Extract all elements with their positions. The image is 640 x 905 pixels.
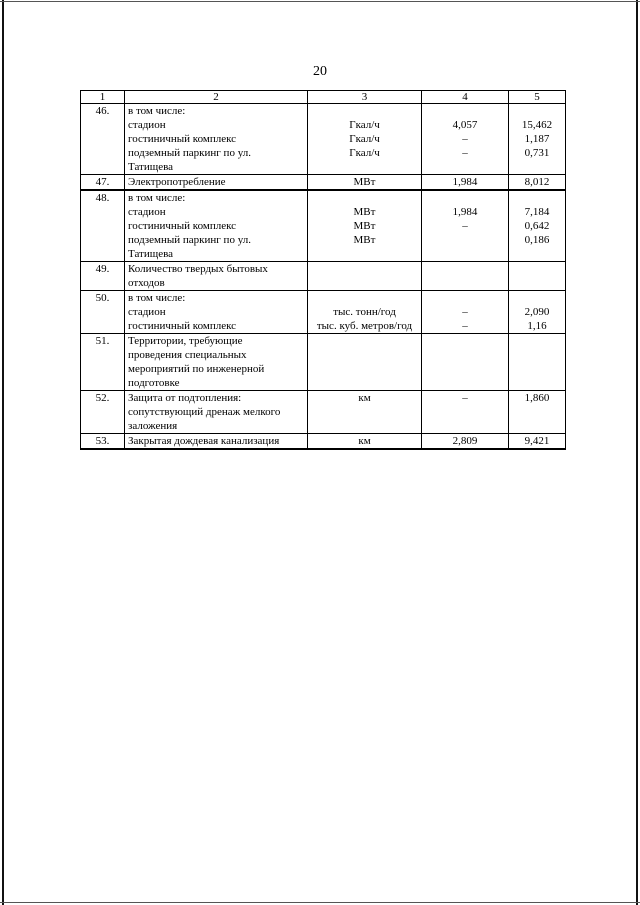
- column-5-value: 0,731: [524, 147, 550, 159]
- column-5-cell: [509, 262, 566, 291]
- item-name-line: гостиничный комплекс: [128, 133, 237, 145]
- column-4-value: –: [462, 147, 468, 159]
- column-5-value: [512, 247, 562, 261]
- unit-value: [311, 262, 418, 276]
- unit-value: Гкал/ч: [349, 119, 380, 131]
- unit-cell: [308, 334, 422, 391]
- column-5-value: 1,860: [524, 392, 550, 404]
- unit-value: [311, 376, 418, 390]
- table-row: [81, 391, 566, 434]
- item-name-line: Защита от подтопления:: [128, 392, 242, 404]
- unit-value: Гкал/ч: [349, 147, 380, 159]
- column-5-cell: [509, 391, 566, 434]
- column-5-value: [512, 160, 562, 174]
- item-name-line: проведения специальных: [128, 349, 247, 361]
- column-4-value: –: [462, 392, 468, 404]
- column-header: 3: [308, 91, 422, 104]
- row-number-cell: 53.: [81, 434, 125, 450]
- item-name-line: в том числе:: [128, 105, 186, 117]
- column-5-value: 15,462: [521, 119, 553, 131]
- unit-value: МВт: [353, 220, 376, 232]
- unit-value: тыс. тонн/год: [333, 306, 396, 318]
- column-4-cell: [422, 434, 509, 450]
- column-4-value: [425, 334, 505, 348]
- column-5-cell: [509, 175, 566, 191]
- row-number-cell: 50.: [81, 291, 125, 334]
- page-frame-right: [636, 0, 638, 905]
- column-5-value: [512, 104, 562, 118]
- column-4-value: –: [462, 220, 468, 232]
- column-4-cell: [422, 291, 509, 334]
- column-4-value: [425, 348, 505, 362]
- column-4-value: 1,984: [452, 176, 478, 188]
- item-name-line: стадион: [128, 119, 166, 131]
- column-5-value: [512, 362, 562, 376]
- column-4-value: [425, 191, 505, 205]
- column-5-value: [512, 334, 562, 348]
- item-name-line: Закрытая дождевая канализация: [128, 435, 280, 447]
- unit-cell: [308, 434, 422, 450]
- column-4-value: [425, 362, 505, 376]
- table-row: [81, 175, 566, 191]
- column-5-value: 8,012: [524, 176, 550, 188]
- column-4-value: [425, 276, 505, 290]
- column-5-value: 1,16: [527, 320, 547, 332]
- item-name-line: заложения: [128, 420, 178, 432]
- unit-value: км: [358, 435, 371, 447]
- column-4-value: [425, 233, 505, 247]
- item-name-line: подготовке: [128, 377, 180, 389]
- item-name-line: Количество твердых бытовых: [128, 263, 268, 275]
- item-name-line: стадион: [128, 306, 166, 318]
- column-5-cell: [509, 434, 566, 450]
- column-5-value: 1,187: [524, 133, 550, 145]
- column-4-cell: [422, 104, 509, 175]
- item-name-line: подземный паркинг по ул.: [128, 234, 251, 246]
- column-4-value: –: [462, 320, 468, 332]
- column-4-value: [425, 262, 505, 276]
- column-4-value: 4,057: [452, 119, 478, 131]
- row-number-cell: 46.: [81, 104, 125, 175]
- column-4-value: –: [462, 306, 468, 318]
- table-row: [81, 434, 566, 450]
- item-name-cell: [125, 391, 308, 434]
- column-4-value: [425, 104, 505, 118]
- column-5-value: [512, 405, 562, 419]
- column-4-cell: [422, 391, 509, 434]
- row-number-cell: 47.: [81, 175, 125, 191]
- unit-cell: [308, 104, 422, 175]
- column-header: 2: [125, 91, 308, 104]
- table-row: [81, 262, 566, 291]
- item-name-line: в том числе:: [128, 192, 186, 204]
- column-5-value: [512, 376, 562, 390]
- unit-cell: [308, 291, 422, 334]
- unit-value: [311, 291, 418, 305]
- item-name-cell: [125, 291, 308, 334]
- column-4-value: [425, 247, 505, 261]
- item-name-line: мероприятий по инженерной: [128, 363, 265, 375]
- unit-cell: [308, 262, 422, 291]
- unit-value: [311, 348, 418, 362]
- column-header: 4: [422, 91, 509, 104]
- unit-value: [311, 160, 418, 174]
- column-4-value: [425, 376, 505, 390]
- unit-value: [311, 362, 418, 376]
- item-name-line: гостиничный комплекс: [128, 320, 237, 332]
- column-5-value: [512, 291, 562, 305]
- column-5-value: 7,184: [524, 206, 550, 218]
- unit-value: [311, 334, 418, 348]
- column-header: 1: [81, 91, 125, 104]
- column-5-value: [512, 276, 562, 290]
- column-4-value: [425, 291, 505, 305]
- item-name-line: в том числе:: [128, 292, 186, 304]
- column-5-value: [512, 191, 562, 205]
- item-name-line: стадион: [128, 206, 166, 218]
- unit-value: [311, 276, 418, 290]
- table-row: [81, 291, 566, 334]
- item-name-line: отходов: [128, 277, 165, 289]
- item-name-cell: [125, 434, 308, 450]
- unit-value: [311, 104, 418, 118]
- item-name-cell: [125, 190, 308, 262]
- column-5-cell: [509, 291, 566, 334]
- unit-cell: [308, 391, 422, 434]
- column-5-value: 2,090: [524, 306, 550, 318]
- indicators-table: [80, 90, 566, 450]
- unit-value: [311, 247, 418, 261]
- column-5-cell: [509, 190, 566, 262]
- item-name-cell: [125, 175, 308, 191]
- unit-value: [311, 191, 418, 205]
- item-name-line: гостиничный комплекс: [128, 220, 237, 232]
- column-5-value: [512, 419, 562, 433]
- column-4-cell: [422, 262, 509, 291]
- column-5-value: 0,642: [524, 220, 550, 232]
- item-name-line: Татищева: [128, 248, 174, 260]
- unit-value: [311, 405, 418, 419]
- column-4-value: 2,809: [452, 435, 478, 447]
- item-name-line: Электропотребление: [128, 176, 226, 188]
- page-frame-top: [0, 1, 640, 2]
- unit-value: [311, 419, 418, 433]
- table-header-row: [81, 91, 566, 104]
- column-5-cell: [509, 334, 566, 391]
- column-4-value: –: [462, 133, 468, 145]
- item-name-line: Территории, требующие: [128, 335, 243, 347]
- unit-value: МВт: [353, 206, 376, 218]
- column-5-value: 9,421: [524, 435, 550, 447]
- table-row: [81, 190, 566, 262]
- column-4-value: [425, 160, 505, 174]
- item-name-line: сопутствующий дренаж мелкого: [128, 406, 281, 418]
- item-name-line: подземный паркинг по ул.: [128, 147, 251, 159]
- row-number-cell: 52.: [81, 391, 125, 434]
- unit-cell: [308, 175, 422, 191]
- column-4-value: [425, 419, 505, 433]
- column-4-cell: [422, 334, 509, 391]
- item-name-cell: [125, 104, 308, 175]
- table-row: [81, 104, 566, 175]
- table-body: [81, 104, 566, 450]
- row-number-cell: 51.: [81, 334, 125, 391]
- column-4-cell: [422, 190, 509, 262]
- column-5-value: 0,186: [524, 234, 550, 246]
- unit-cell: [308, 190, 422, 262]
- table-row: [81, 334, 566, 391]
- page-frame-bottom: [0, 902, 640, 903]
- unit-value: тыс. куб. метров/год: [316, 320, 413, 332]
- column-4-value: [425, 405, 505, 419]
- page-number: 20: [313, 64, 327, 79]
- item-name-line: Татищева: [128, 161, 174, 173]
- column-4-cell: [422, 175, 509, 191]
- column-5-cell: [509, 104, 566, 175]
- unit-value: МВт: [353, 176, 376, 188]
- item-name-cell: [125, 262, 308, 291]
- unit-value: МВт: [353, 234, 376, 246]
- row-number-cell: 49.: [81, 262, 125, 291]
- column-5-value: [512, 348, 562, 362]
- unit-value: км: [358, 392, 371, 404]
- unit-value: Гкал/ч: [349, 133, 380, 145]
- column-5-value: [512, 262, 562, 276]
- column-header: 5: [509, 91, 566, 104]
- item-name-cell: [125, 334, 308, 391]
- page-frame-left: [2, 0, 4, 905]
- row-number-cell: 48.: [81, 190, 125, 262]
- column-4-value: 1,984: [452, 206, 478, 218]
